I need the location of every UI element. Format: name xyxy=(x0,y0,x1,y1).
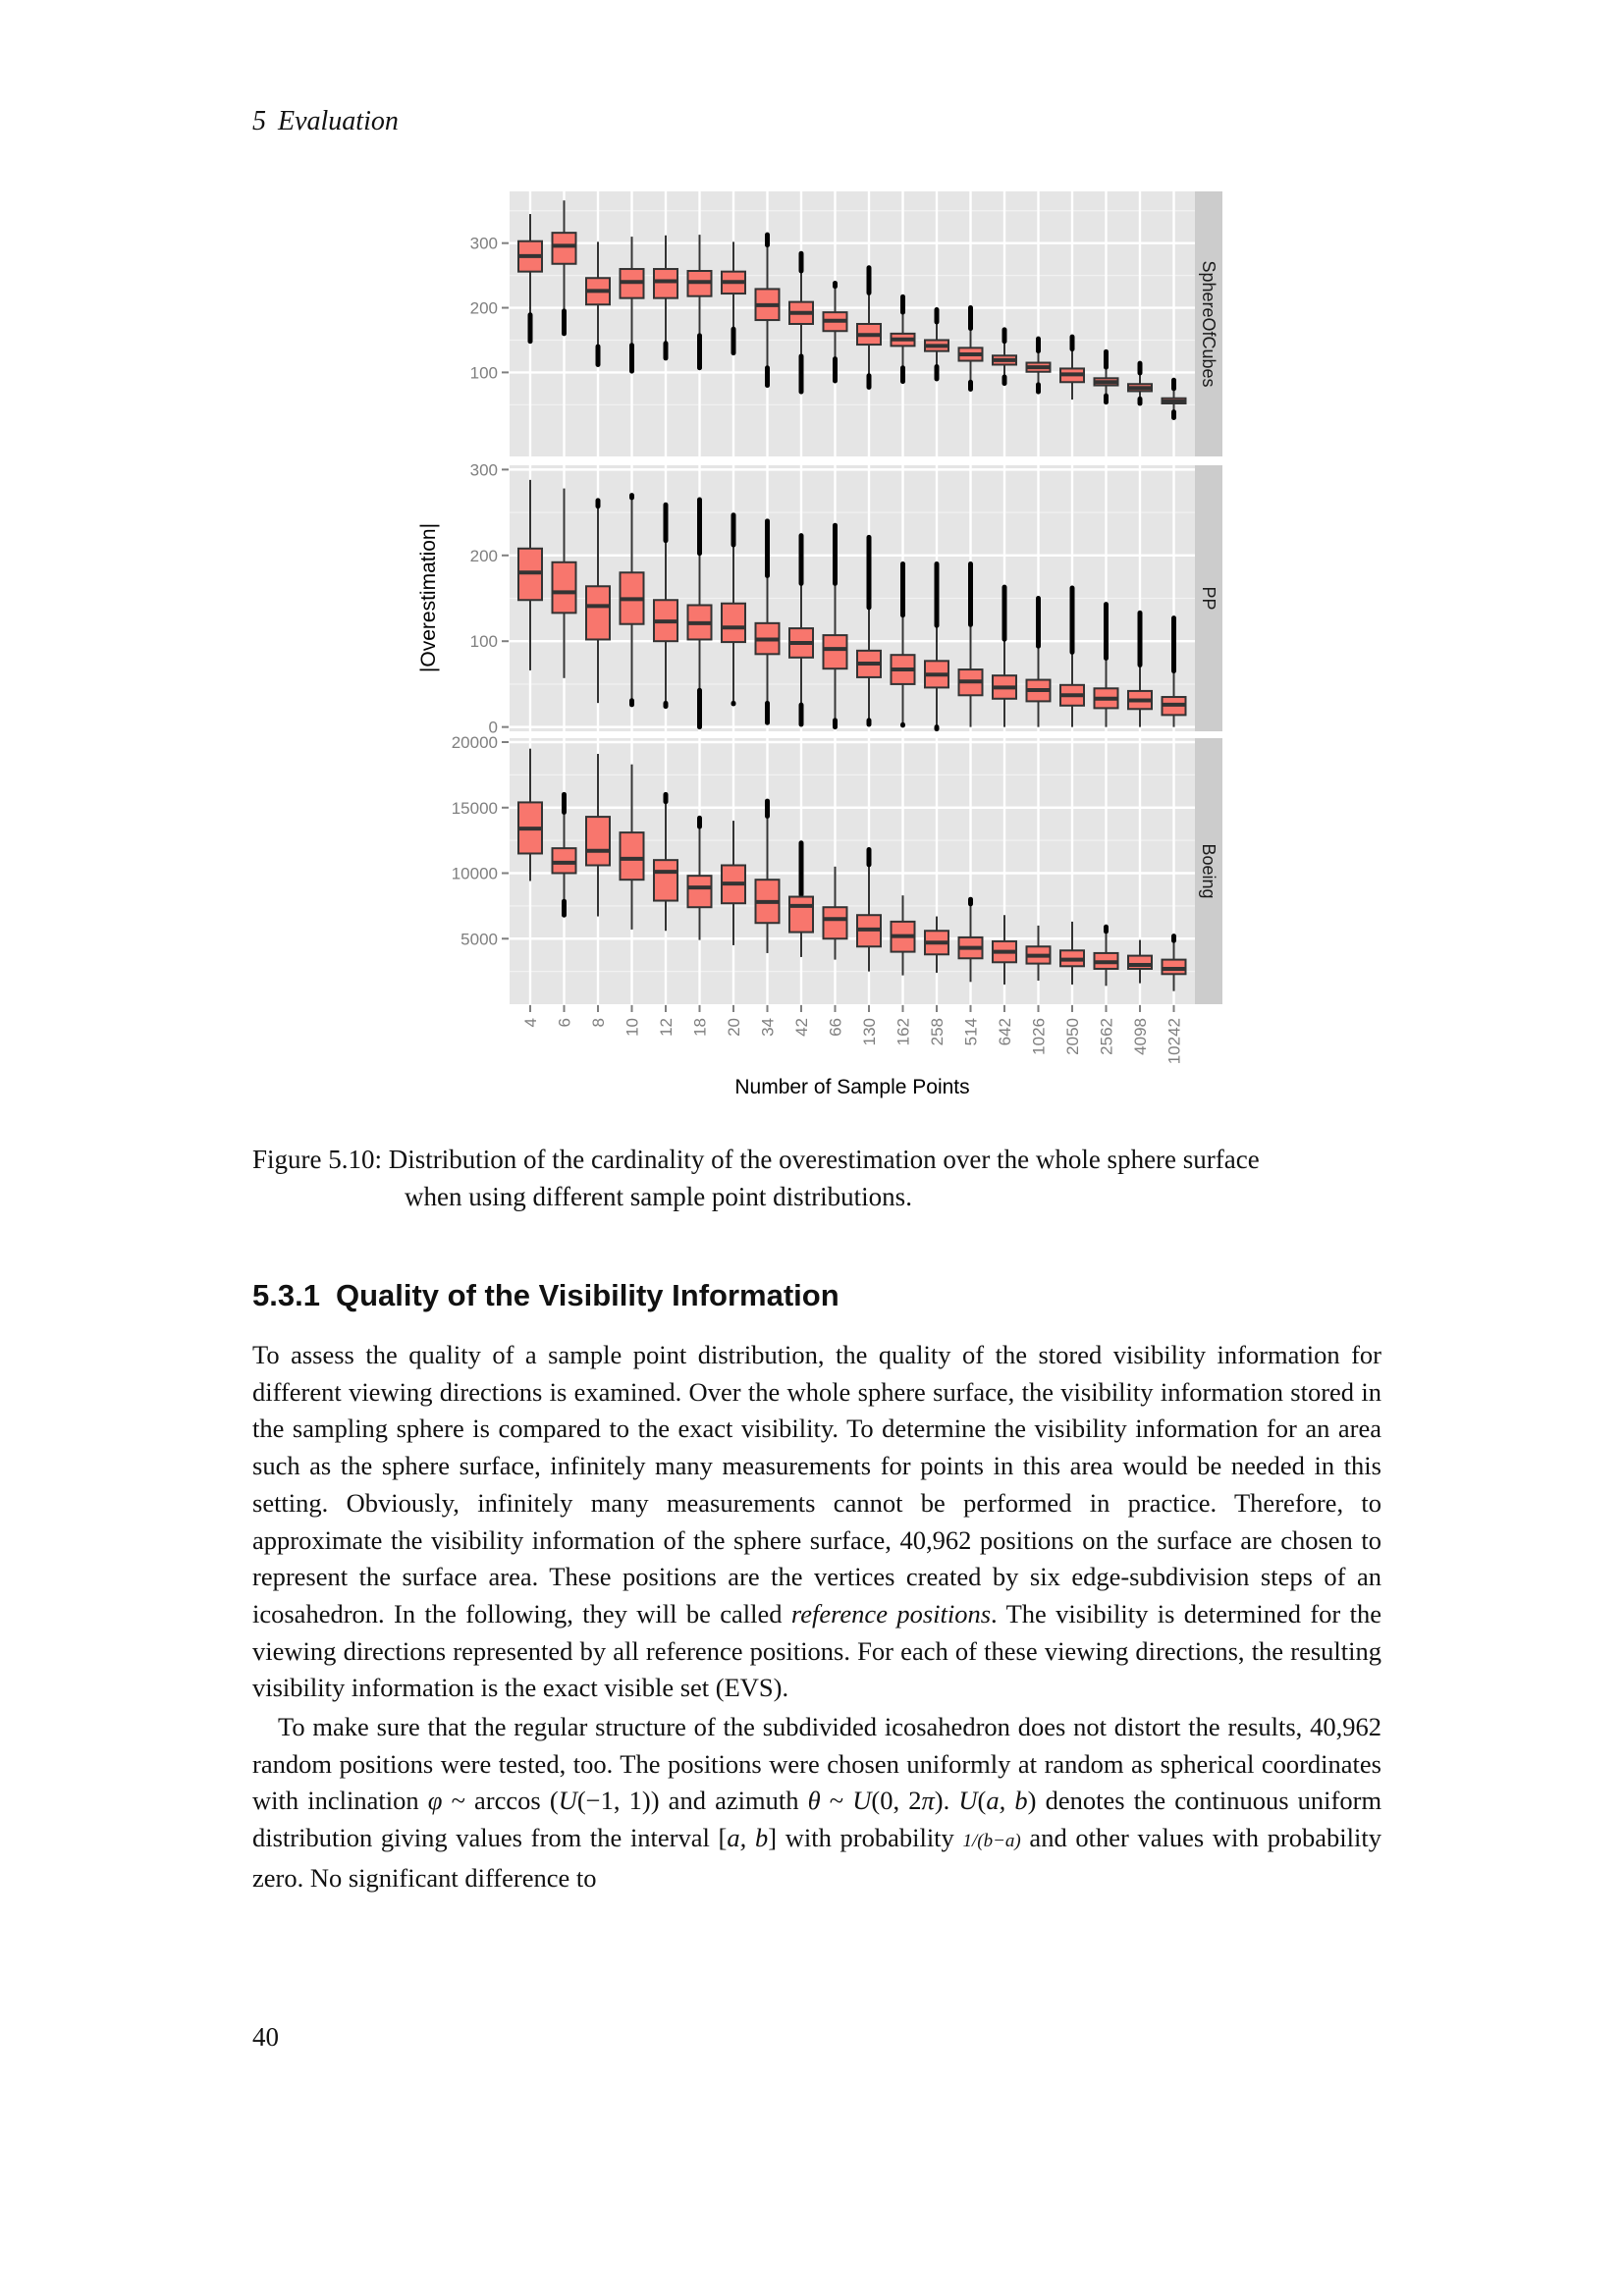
x-tick-label: 6 xyxy=(555,1018,574,1028)
x-tick-label: 514 xyxy=(961,1018,981,1046)
text-run: ( xyxy=(977,1786,987,1816)
x-tick-label: 258 xyxy=(928,1018,947,1046)
x-tick-label: 2562 xyxy=(1097,1018,1116,1055)
x-tick-label: 10 xyxy=(623,1018,642,1037)
y-axis-title: |Overestimation| xyxy=(417,522,440,673)
boxplot-figure xyxy=(0,0,1624,1129)
text-run: . The visibility is determined for the viewing directions represented by all reference positions. For each of these viewing directions, the resulting visibility information is the exact visible set (EVS). xyxy=(252,1598,1381,1703)
x-tick-label: 1026 xyxy=(1029,1018,1049,1055)
facet-strip-label: PP xyxy=(1199,586,1218,611)
math-U: U xyxy=(558,1786,577,1816)
facet-panel-pp xyxy=(470,460,1222,736)
x-tick-label: 66 xyxy=(826,1018,845,1037)
paragraph-1 xyxy=(252,1337,1381,1707)
x-tick-label: 4098 xyxy=(1131,1018,1150,1055)
math-ab: a, b xyxy=(986,1786,1028,1816)
x-tick-label: 42 xyxy=(792,1018,811,1037)
text-run: ) denotes the continuous uniform distribution giving values from the interval [ xyxy=(252,1786,1382,1853)
caption-line-1: Distribution of the cardinality of the overestimation over the whole sphere surface xyxy=(388,1145,1260,1174)
text-run: ~ arccos ( xyxy=(442,1786,559,1816)
text-run: ). xyxy=(934,1786,959,1816)
text-run: (0, 2 xyxy=(871,1786,922,1816)
page-number: 40 xyxy=(252,2022,279,2052)
figure-label: Figure 5.10: xyxy=(252,1145,382,1174)
y-tick-label: 200 xyxy=(469,298,498,318)
math-pi: π xyxy=(921,1786,935,1816)
text-run: and other values with probability zero. No significant difference to xyxy=(252,1823,1381,1893)
figure-caption xyxy=(252,1141,1381,1215)
x-tick-label: 8 xyxy=(589,1018,608,1028)
text-run: To make sure that the regular structure of the subdivided icosahedron does not distort the results, 40,962 random positions were tested, too. The positions were chosen uniformly at random as spherical coordinates with inclination xyxy=(252,1712,1381,1816)
y-tick-label: 200 xyxy=(469,546,498,565)
x-tick-label: 2050 xyxy=(1063,1018,1082,1055)
facet-panel-sphereofcubes xyxy=(470,191,1222,456)
y-tick-label: 100 xyxy=(469,632,498,652)
facet-strip-label: SphereOfCubes xyxy=(1199,260,1218,388)
y-tick-label: 100 xyxy=(469,363,498,383)
y-tick-label: 10000 xyxy=(451,864,498,883)
x-axis-title: Number of Sample Points xyxy=(734,1076,970,1098)
x-tick-label: 12 xyxy=(657,1018,676,1037)
math-U: U xyxy=(958,1786,978,1816)
y-tick-label: 300 xyxy=(469,234,498,253)
y-tick-label: 15000 xyxy=(451,798,498,818)
x-tick-label: 130 xyxy=(860,1018,879,1046)
math-U: U xyxy=(852,1786,872,1816)
y-tick-label: 300 xyxy=(469,460,498,480)
math-theta: θ xyxy=(807,1786,821,1816)
emphasis: reference positions xyxy=(790,1598,992,1629)
text-run: (−1, 1)) and azimuth xyxy=(576,1786,808,1816)
facet-panel-boeing xyxy=(452,733,1222,1004)
x-tick-label: 642 xyxy=(996,1018,1014,1046)
y-tick-label: 20000 xyxy=(451,733,498,753)
math-ab: a, b xyxy=(727,1823,769,1853)
section-number: 5.3.1 xyxy=(252,1278,320,1312)
caption-line-2: when using different sample point distributions. xyxy=(405,1182,912,1211)
body-text xyxy=(252,1337,1381,1897)
math-fraction: 1/(b−a) xyxy=(962,1831,1021,1852)
facet-strip-label: Boeing xyxy=(1199,843,1218,899)
x-tick-label: 20 xyxy=(725,1018,743,1037)
math-phi: φ xyxy=(427,1786,443,1816)
x-tick-label: 10242 xyxy=(1164,1018,1184,1065)
section-title: Quality of the Visibility Information xyxy=(335,1278,839,1312)
text-run: ] with probability xyxy=(768,1823,963,1853)
x-tick-label: 4 xyxy=(521,1018,540,1028)
chapter-title: Evaluation xyxy=(278,106,399,136)
chapter-number: 5 xyxy=(252,106,266,136)
paragraph-2 xyxy=(252,1709,1381,1897)
faceted-boxplot-chart xyxy=(0,0,1624,1129)
text-run: ~ xyxy=(820,1786,853,1816)
section-heading xyxy=(252,1278,839,1313)
x-tick-label: 34 xyxy=(758,1018,778,1037)
y-tick-label: 5000 xyxy=(460,930,498,949)
x-tick-label: 18 xyxy=(690,1018,710,1037)
y-tick-label: 0 xyxy=(488,718,498,737)
text-run: To assess the quality of a sample point distribution, the quality of the stored visibility information for different viewing directions is examined. Over the whole sphere surface, the visibility information stored in the sampling sphere is compared to the exact visibility. To determine the visibility information for an area such as the sphere surface, infinitely many measurements for points in this area would be needed in this setting. Obviously, infinitely many measurements cannot be performed in practice. Therefore, to approximate the visibility information of the sphere surface, 40,962 positions on the surface are chosen to represent the surface area. These positions are the vertices created by six edge-subdivision steps of an icosahedron. In the following, they will be called xyxy=(252,1340,1381,1629)
x-tick-label: 162 xyxy=(893,1018,913,1046)
